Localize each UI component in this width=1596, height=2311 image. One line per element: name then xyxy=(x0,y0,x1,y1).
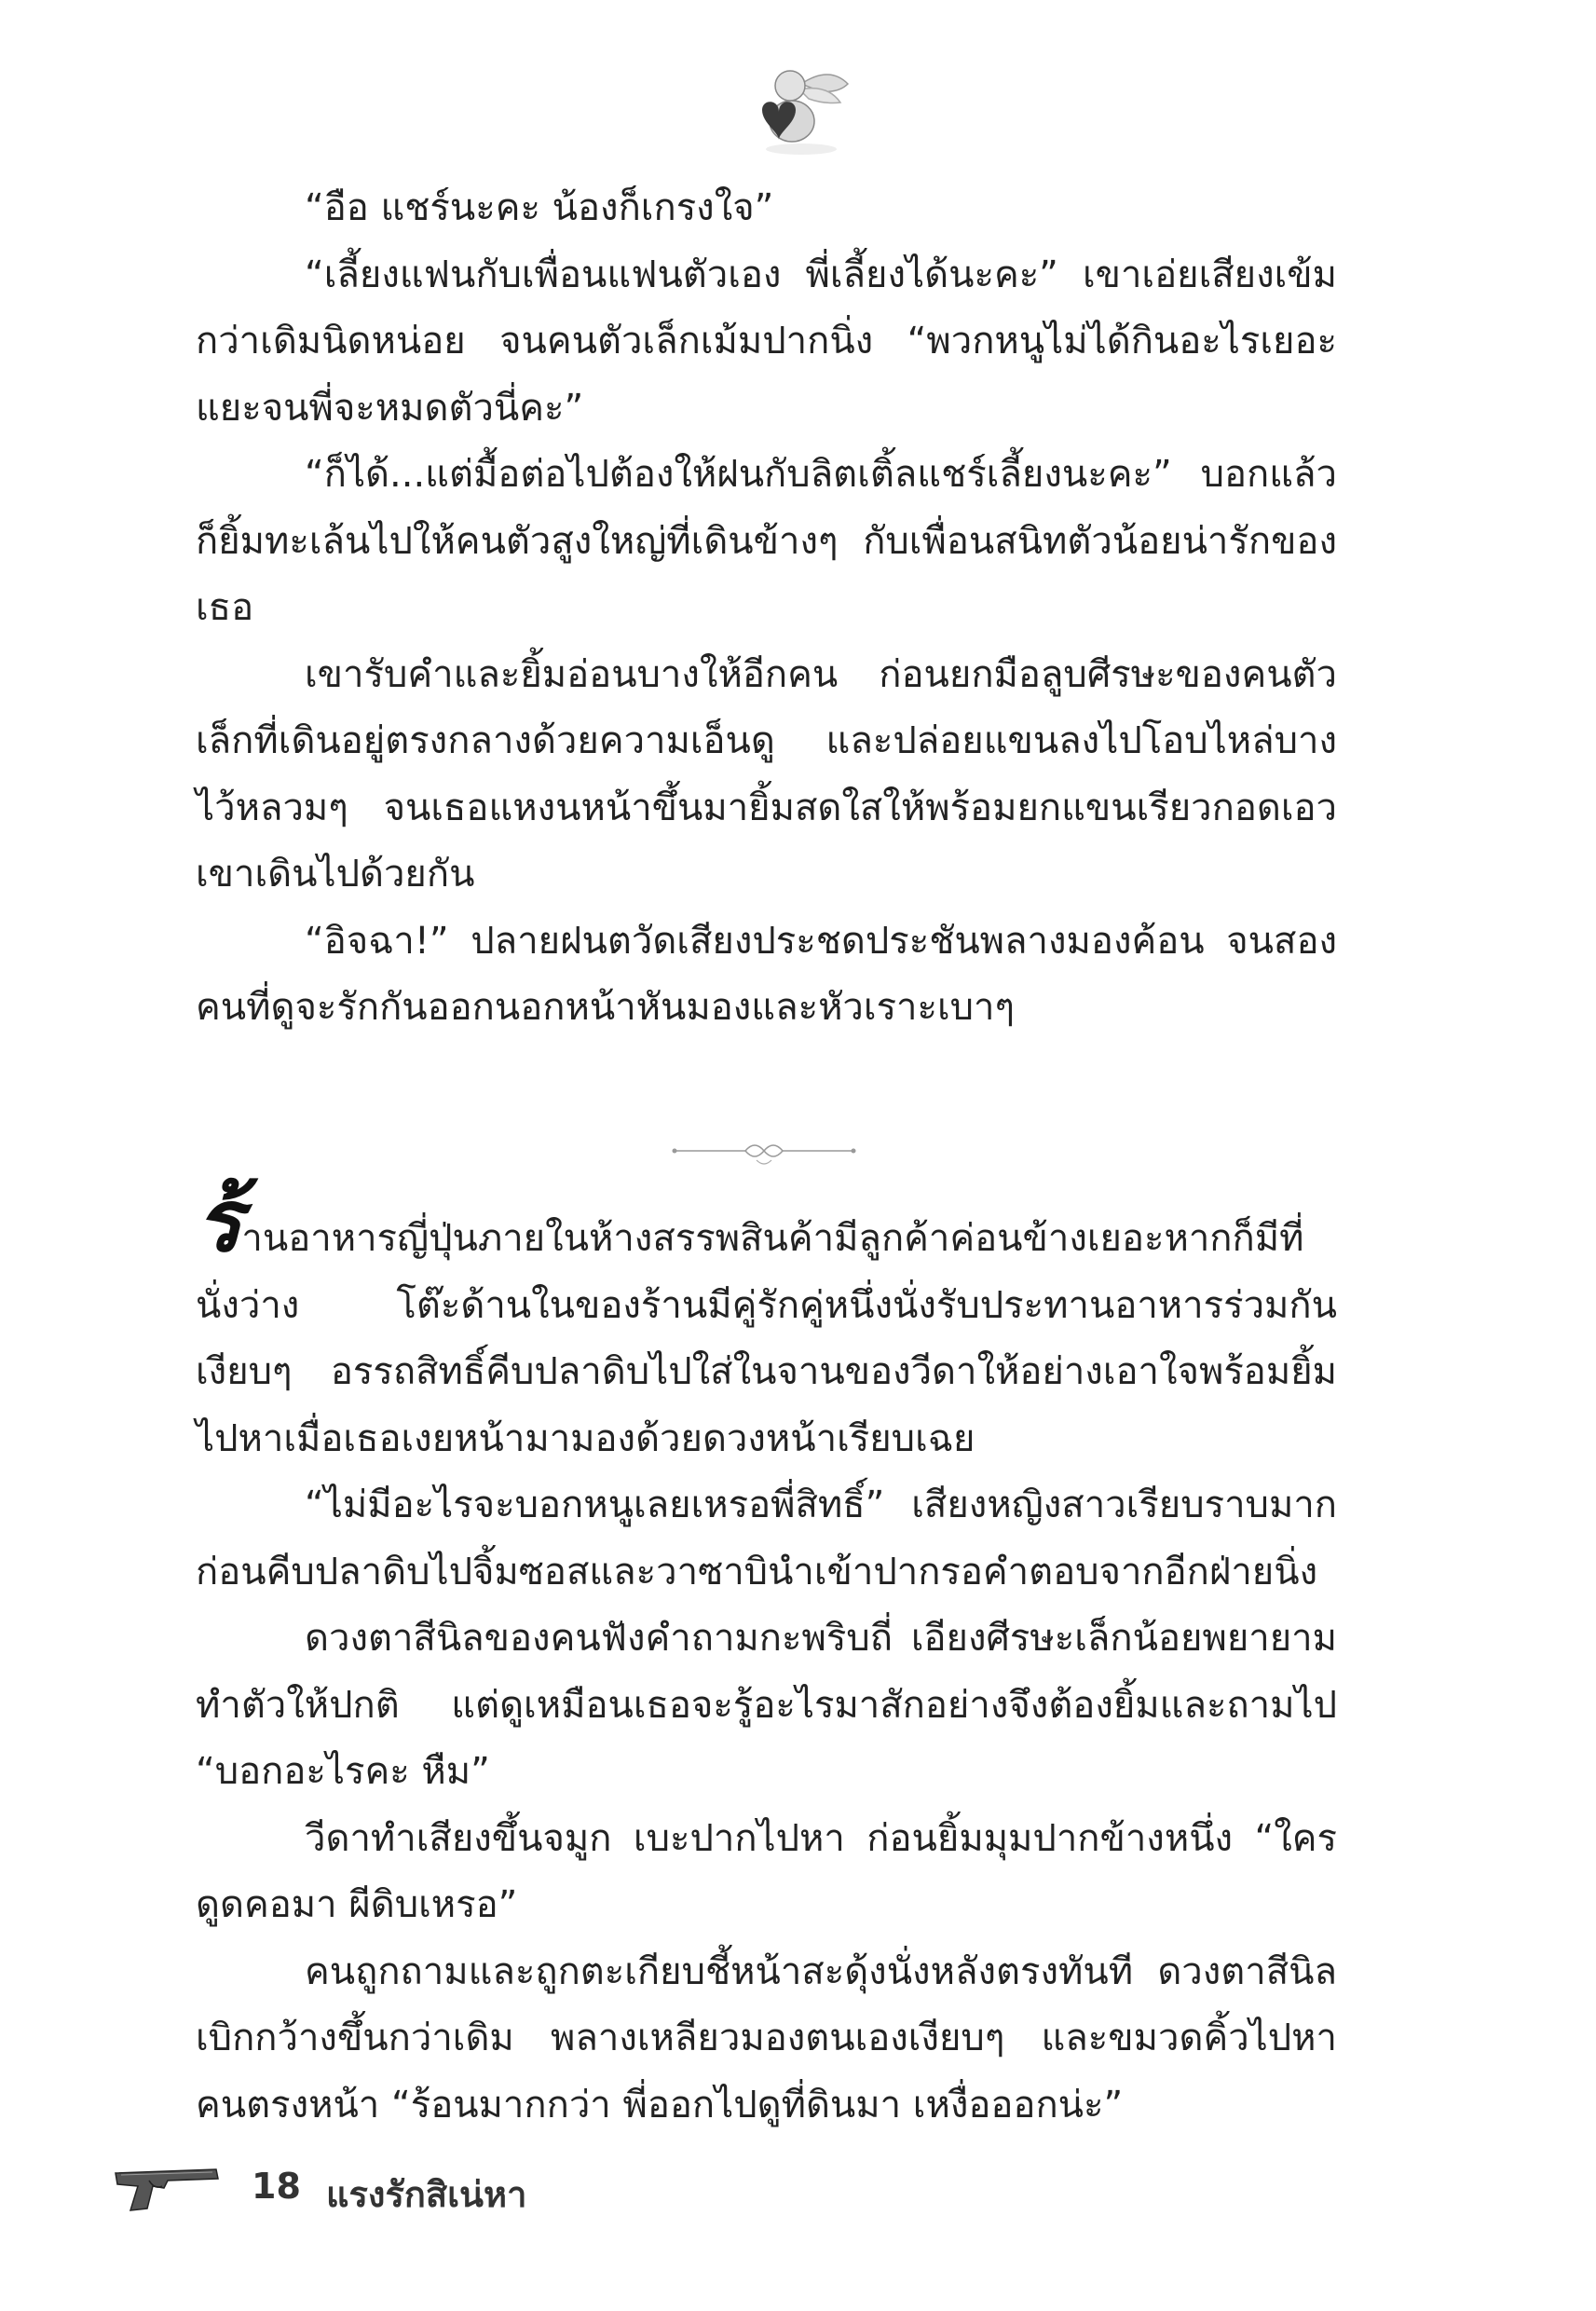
cupid-heart-ornament-icon xyxy=(717,56,857,158)
paragraph: เขารับคำและยิ้มอ่อนบางให้อีกคน ก่อนยกมือลูบศีรษะของคนตัวเล็กที่เดินอยู่ตรงกลางด้วยความเอ็นดู และปล่อยแขนลงไปโอบไหล่บางไว้หลวมๆ จนเธอแหงนหน้าขึ้นมายิ้มสดใสให้พร้อมยกแขนเรียวกอดเอวเขาเดินไปด้วยกัน xyxy=(196,652,1337,896)
paragraph: “ไม่มีอะไรจะบอกหนูเลยเหรอพี่สิทธิ์” เสียงหญิงสาวเรียบราบมากก่อนคีบปลาดิบไปจิ้มซอสและวาซาบินำเข้าปากรอคำตอบจากอีกฝ่ายนิ่ง xyxy=(196,1484,1337,1593)
body-text-part2 xyxy=(196,1170,1337,2139)
paragraph: ดวงตาสีนิลของคนฟังคำถามกะพริบถี่ เอียงศีรษะเล็กน้อยพยายามทำตัวให้ปกติ แต่ดูเหมือนเธอจะรู้อะไรมาสักอย่างจึงต้องยิ้มและถามไป “บอกอะไรคะ หืม” xyxy=(196,1617,1337,1793)
paragraph: “เลี้ยงแฟนกับเพื่อนแฟนตัวเอง พี่เลี้ยงได้นะคะ” เขาเอ่ยเสียงเข้มกว่าเดิมนิดหน่อย จนคนตัวเล็กเม้มปากนิ่ง “พวกหนูไม่ได้กินอะไรเยอะแยะจนพี่จะหมดตัวนี่คะ” xyxy=(196,253,1337,430)
paragraph: คนถูกถามและถูกตะเกียบชี้หน้าสะดุ้งนั่งหลังตรงทันที ดวงตาสีนิลเบิกกว้างขึ้นกว่าเดิม พลางเหลียวมองตนเองเงียบๆ และขมวดคิ้วไปหาคนตรงหน้า “ร้อนมากกว่า พี่ออกไปดูที่ดินมา เหงื่อออกน่ะ” xyxy=(196,1949,1337,2126)
paragraph: วีดาทำเสียงขึ้นจมูก เบะปากไปหา ก่อนยิ้มมุมปากข้างหนึ่ง “ใครดูดคอมา ผีดิบเหรอ” xyxy=(196,1816,1337,1926)
paragraph: “ก็ได้...แต่มื้อต่อไปต้องให้ฝนกับลิตเติ้ลแชร์เลี้ยงนะคะ” บอกแล้วก็ยิ้มทะเล้นไปให้คนตัวสูงใหญ่ที่เดินข้างๆ กับเพื่อนสนิทตัวน้อยน่ารักของเธอ xyxy=(196,453,1337,629)
page-number: 18 xyxy=(252,2166,301,2207)
paragraph-text: านอาหารญี่ปุ่นภายในห้างสรรพสินค้ามีลูกค้าค่อนข้างเยอะหากก็มีที่นั่งว่าง โต๊ะด้านในของร้านมีคู่รักคู่หนึ่งนั่งรับประทานอาหารร่วมกันเงียบๆ อรรถสิทธิ์คีบปลาดิบไปใส่ในจานของวีดาให้อย่างเอาใจพร้อมยิ้มไปหาเมื่อเธอเงยหน้ามามองด้วยดวงหน้าเรียบเฉย xyxy=(196,1217,1337,1460)
pistol-icon xyxy=(112,2164,224,2212)
section-divider-ornament-icon xyxy=(671,1132,857,1169)
book-title: แรงรักสิเน่หา xyxy=(326,2174,527,2215)
page-footer xyxy=(112,2160,857,2235)
drop-cap: ร้ xyxy=(196,1170,242,1271)
body-text-part1 xyxy=(196,175,1337,1042)
paragraph: “อิจฉา!” ปลายฝนตวัดเสียงประชดประชันพลางมองค้อน จนสองคนที่ดูจะรักกันออกนอกหน้าหันมองและหัวเราะเบาๆ xyxy=(196,919,1337,1029)
paragraph-with-drop-cap xyxy=(196,1170,1337,1472)
paragraph: “อือ แชร์นะคะ น้องก็เกรงใจ” xyxy=(305,186,774,229)
